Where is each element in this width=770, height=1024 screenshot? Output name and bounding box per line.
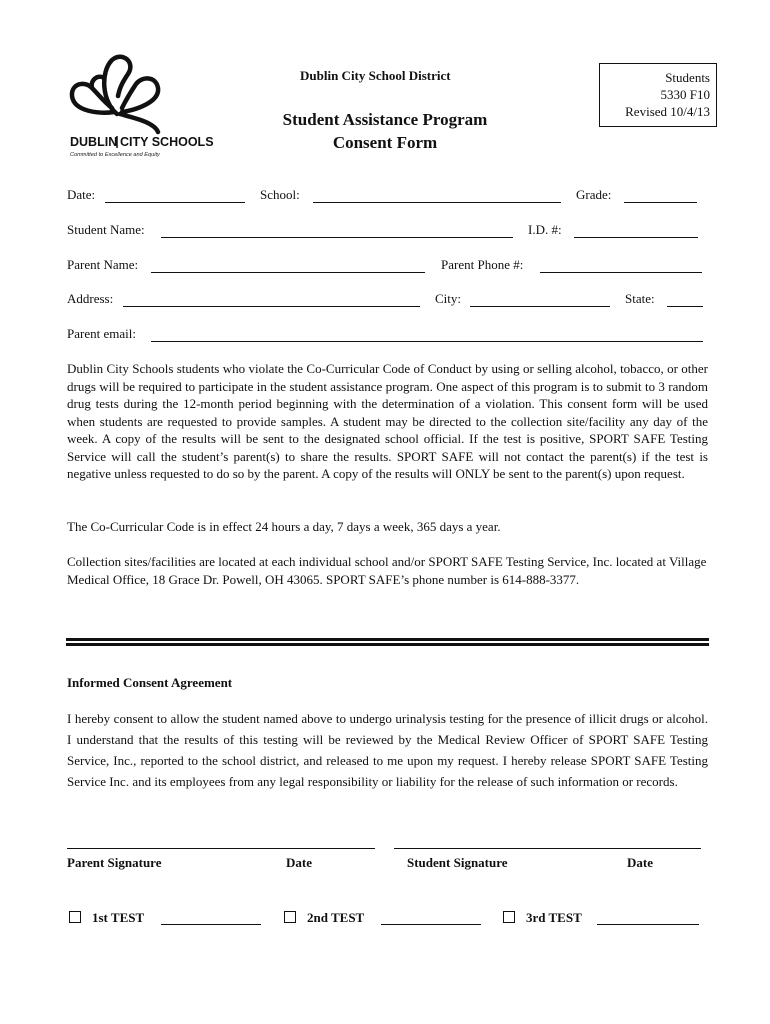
school-label: School: [260,187,300,202]
logo-wordmark-left: DUBLIN [70,135,118,149]
logo-tagline: Committed to Excellence and Equity [70,152,160,158]
parent-date-label: Date [286,855,312,870]
title-line-2: Consent Form [332,133,438,152]
parent-email-field[interactable] [151,341,703,342]
policy-line-1: Students [665,70,710,85]
date-label: Date: [67,187,96,202]
date-field[interactable] [105,202,245,203]
address-field[interactable] [123,306,420,307]
parent-name-label: Parent Name: [67,257,139,272]
third-test-label: 3rd TEST [526,910,582,925]
student-name-label: Student Name: [67,222,145,237]
collection-sites-paragraph: Collection sites/facilities are located at each individual school and/or SPORT SAFE Testing Service, Inc. located at Village Medical Office, 18 Grace Dr. Powell, OH 43065. SPORT SAFE’s phone number is 614-888-3377. [67,554,707,587]
student-signature-label: Student Signature [407,855,508,870]
grade-field[interactable] [624,202,697,203]
first-test-checkbox[interactable] [69,911,81,923]
section-divider-top [66,638,709,641]
parent-signature-line[interactable] [67,848,375,849]
second-test-checkbox[interactable] [284,911,296,923]
school-field[interactable] [313,202,561,203]
consent-heading: Informed Consent Agreement [67,675,233,690]
third-test-field[interactable] [597,924,699,925]
city-label: City: [435,291,462,306]
code-effect-paragraph: The Co-Curricular Code is in effect 24 hours a day, 7 days a week, 365 days a year. [67,519,501,534]
row-parent-name-phone [67,257,708,279]
program-description-paragraph: Dublin City Schools students who violate the Co-Curricular Code of Conduct by using or selling alcohol, tobacco, or other drugs will be required to participate in the student assistance program. One aspect of this program is to submit to 3 random drug tests during the 12-month period beginning with the determination of a violation. This consent form will be used when students are requested to provide samples. A student may be directed to the collection site/facility any day of the week. A copy of the results will be sent to the designated school official. If the test is positive, SPORT SAFE Testing Service will call the student’s parent(s) to share the results. SPORT SAFE will not contact the parent(s) if the test is negative unless requested to do so by the parent. A copy of the results will ONLY be sent to the parent(s) upon request. [67,361,708,481]
policy-line-2: 5330 F10 [660,87,710,102]
second-test-item [282,910,487,930]
dublin-city-schools-logo [62,52,214,172]
first-test-label: 1st TEST [92,910,145,925]
district-name: Dublin City School District [300,68,451,83]
parent-email-label: Parent email: [67,326,136,341]
grade-label: Grade: [576,187,612,202]
third-test-item [501,910,706,930]
shamrock-logo-icon [62,52,214,172]
state-field[interactable] [667,306,703,307]
row-student-name-id [67,222,708,244]
id-label: I.D. #: [528,222,562,237]
parent-phone-field[interactable] [540,272,702,273]
student-date-label: Date [627,855,653,870]
second-test-label: 2nd TEST [307,910,365,925]
parent-name-field[interactable] [151,272,425,273]
first-test-field[interactable] [161,924,261,925]
row-date-school-grade [67,187,708,209]
id-field[interactable] [574,237,698,238]
consent-paragraph: I hereby consent to allow the student named above to undergo urinalysis testing for the presence of illicit drugs or alcohol. I understand that the results of this testing will be reviewed by the Medical Review Officer of SPORT SAFE Testing Service, Inc., reported to the school district, and released to me upon my request. I hereby release SPORT SAFE Testing Service Inc. and its employees from any legal responsibility or liability for the release of such information or records. [67,711,708,789]
row-address-city-state [67,291,708,313]
student-name-field[interactable] [161,237,513,238]
title-line-1: Student Assistance Program [282,110,488,129]
address-label: Address: [67,291,114,306]
third-test-checkbox[interactable] [503,911,515,923]
city-field[interactable] [470,306,610,307]
second-test-field[interactable] [381,924,481,925]
section-divider-bottom [66,643,709,646]
student-signature-line[interactable] [394,848,701,849]
parent-signature-label: Parent Signature [67,855,162,870]
page-title [240,108,530,154]
logo-wordmark-right: CITY SCHOOLS [120,135,214,149]
first-test-item [67,910,267,930]
row-parent-email [67,326,708,348]
policy-line-3: Revised 10/4/13 [625,104,710,119]
state-label: State: [625,291,655,306]
policy-reference-box [599,63,717,127]
parent-phone-label: Parent Phone #: [441,257,524,272]
